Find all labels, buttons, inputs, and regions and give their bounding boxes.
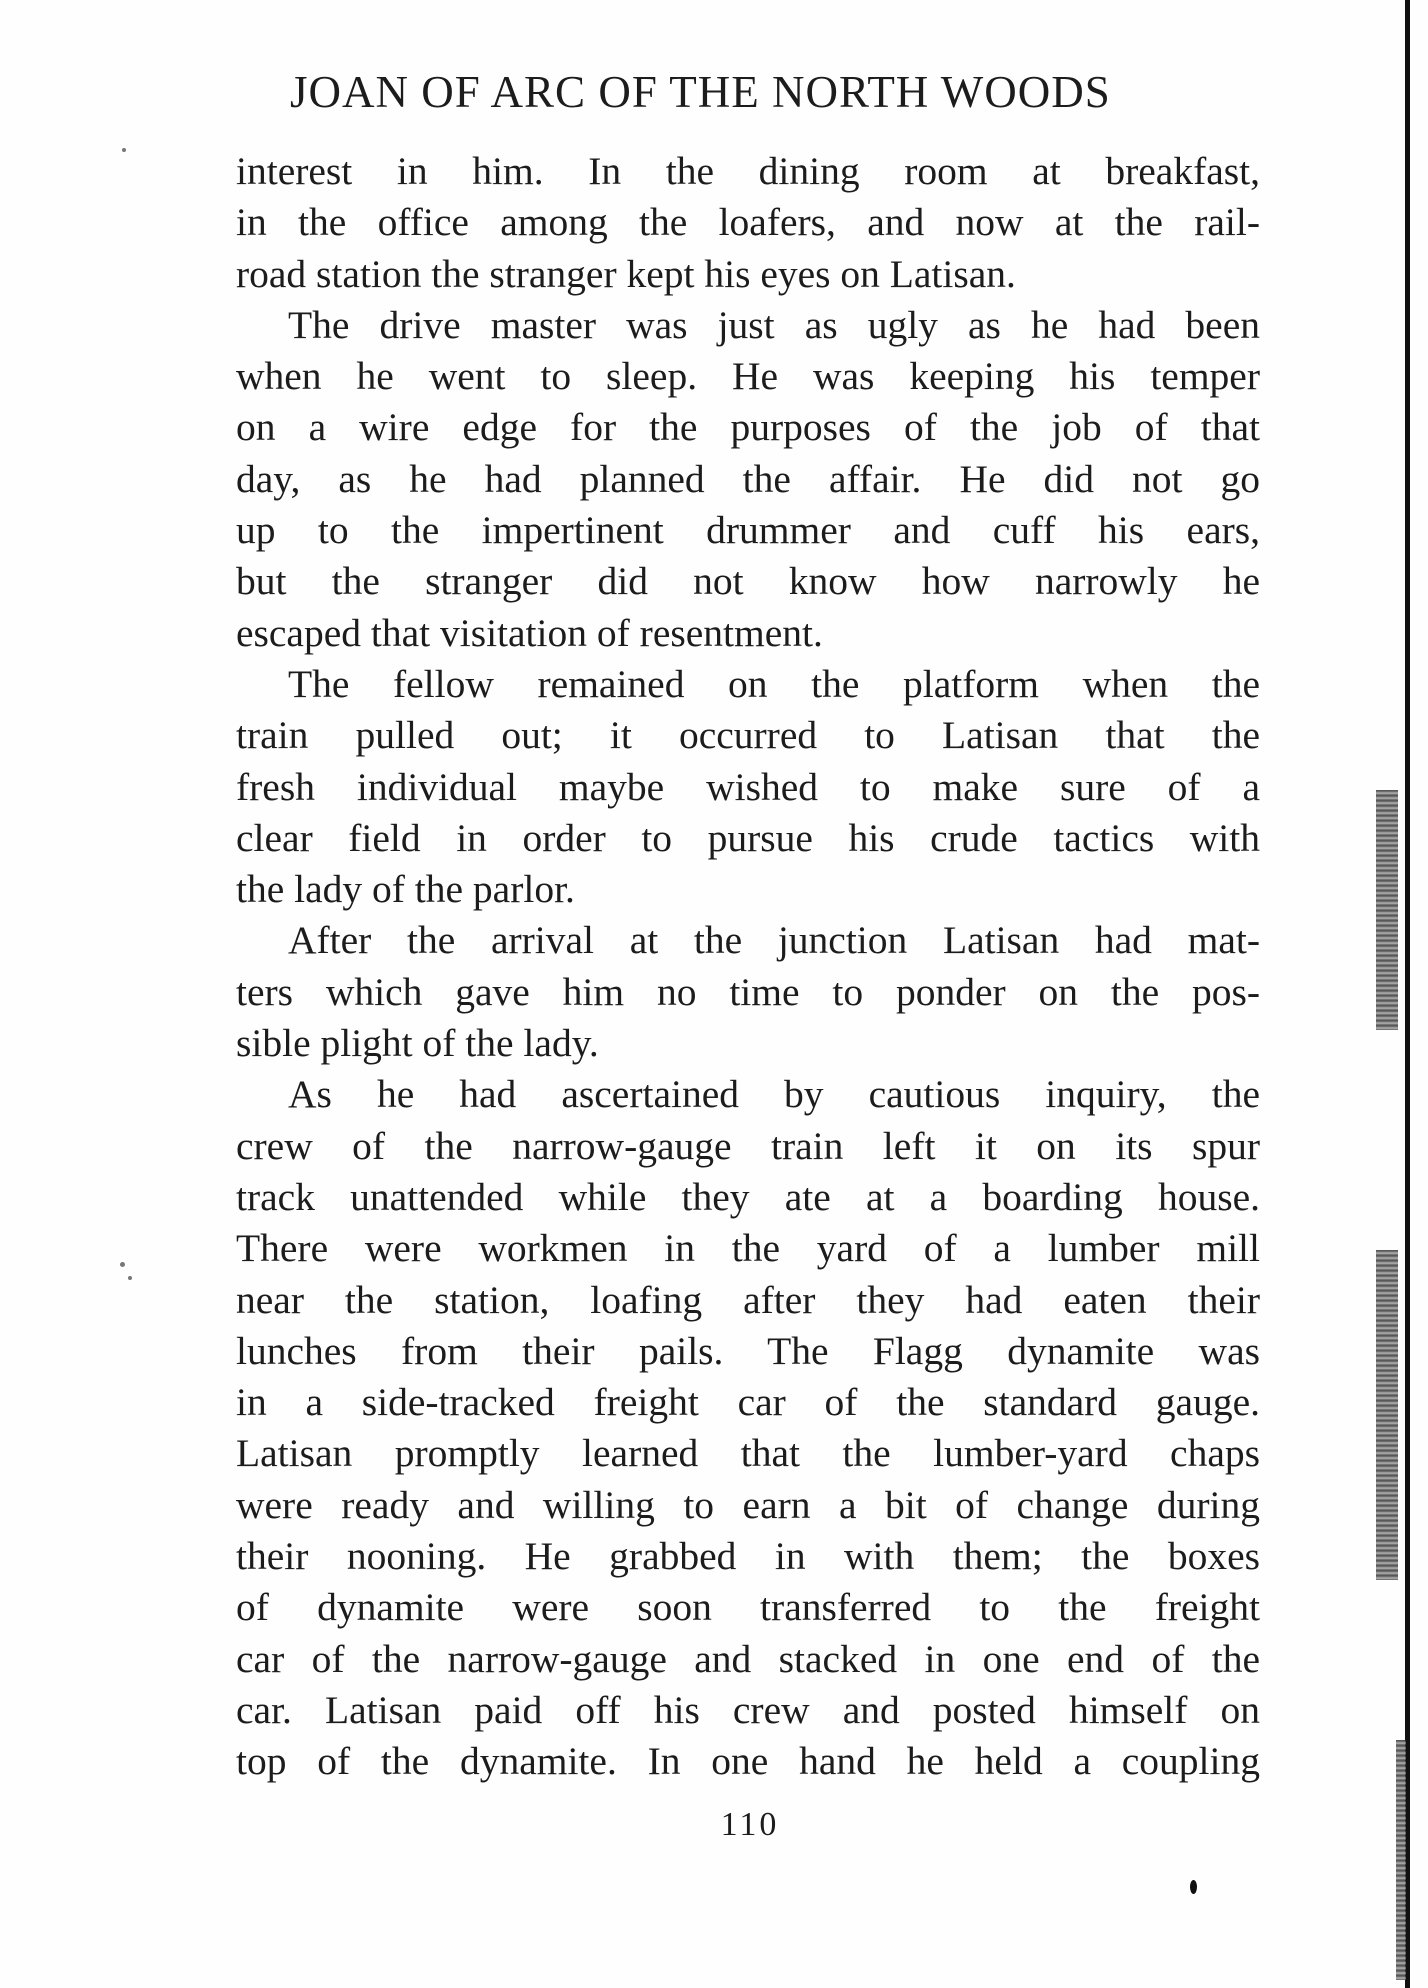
binding-edge: [1405, 0, 1410, 1988]
text-line: clear field in order to pursue his crude tactics with: [236, 815, 1260, 860]
text-line: train pulled out; it occurred to Latisan that the: [236, 713, 1260, 758]
text-line: crew of the narrow-gauge train left it on its spur: [236, 1123, 1260, 1168]
text-line: their nooning. He grabbed in with them; the boxes: [236, 1534, 1260, 1579]
text-line: escaped that visitation of resentment.: [236, 610, 823, 655]
scan-smudge: [1376, 1250, 1398, 1580]
page-number: 110: [720, 1806, 780, 1843]
scan-speck: [128, 1276, 132, 1280]
text-line: track unattended while they ate at a boarding house.: [236, 1174, 1260, 1219]
text-line: up to the impertinent drummer and cuff his ears,: [236, 508, 1260, 553]
text-line: near the station, loafing after they had eaten their: [236, 1277, 1260, 1322]
scan-speck: [122, 148, 126, 152]
text-line: ters which gave him no time to ponder on the pos-: [236, 969, 1260, 1014]
scan-speck: [120, 1262, 125, 1267]
text-line: of dynamite were soon transferred to the freight: [236, 1585, 1260, 1630]
text-line: when he went to sleep. He was keeping his temper: [236, 354, 1260, 399]
text-line: car. Latisan paid off his crew and posted himself on: [236, 1687, 1260, 1732]
text-line: After the arrival at the junction Latisan had mat-: [288, 918, 1260, 963]
text-line: day, as he had planned the affair. He did not go: [236, 456, 1260, 501]
scan-smudge: [1396, 1740, 1406, 1980]
text-line: interest in him. In the dining room at breakfast,: [236, 149, 1260, 193]
text-line: The drive master was just as ugly as he had been: [288, 302, 1260, 347]
body-text: [236, 146, 1260, 1788]
scan-smudge: [1376, 790, 1398, 1030]
text-line: were ready and willing to earn a bit of change during: [236, 1482, 1260, 1527]
scan-speck: [1190, 1880, 1197, 1894]
text-line: lunches from their pails. The Flagg dynamite was: [236, 1328, 1260, 1373]
text-line: As he had ascertained by cautious inquiry, the: [288, 1072, 1260, 1117]
text-line: The fellow remained on the platform when the: [288, 661, 1260, 706]
running-head: JOAN OF ARC OF THE NORTH WOODS: [290, 67, 1111, 117]
text-line: in a side-tracked freight car of the standard gauge.: [236, 1380, 1260, 1425]
text-line: top of the dynamite. In one hand he held a coupling: [236, 1739, 1260, 1784]
text-line: car of the narrow-gauge and stacked in one end of the: [236, 1636, 1260, 1681]
text-line: the lady of the parlor.: [236, 867, 575, 912]
text-line: in the office among the loafers, and now at the rail-: [236, 200, 1260, 245]
text-line: There were workmen in the yard of a lumber mill: [236, 1226, 1260, 1271]
text-line: road station the stranger kept his eyes on Latisan.: [236, 251, 1016, 296]
text-line: fresh individual maybe wished to make sure of a: [236, 764, 1260, 809]
text-line: Latisan promptly learned that the lumber-yard chaps: [236, 1431, 1260, 1476]
text-line: but the stranger did not know how narrowly he: [236, 559, 1260, 604]
text-line: on a wire edge for the purposes of the job of that: [236, 405, 1260, 450]
text-line: sible plight of the lady.: [236, 1021, 599, 1066]
